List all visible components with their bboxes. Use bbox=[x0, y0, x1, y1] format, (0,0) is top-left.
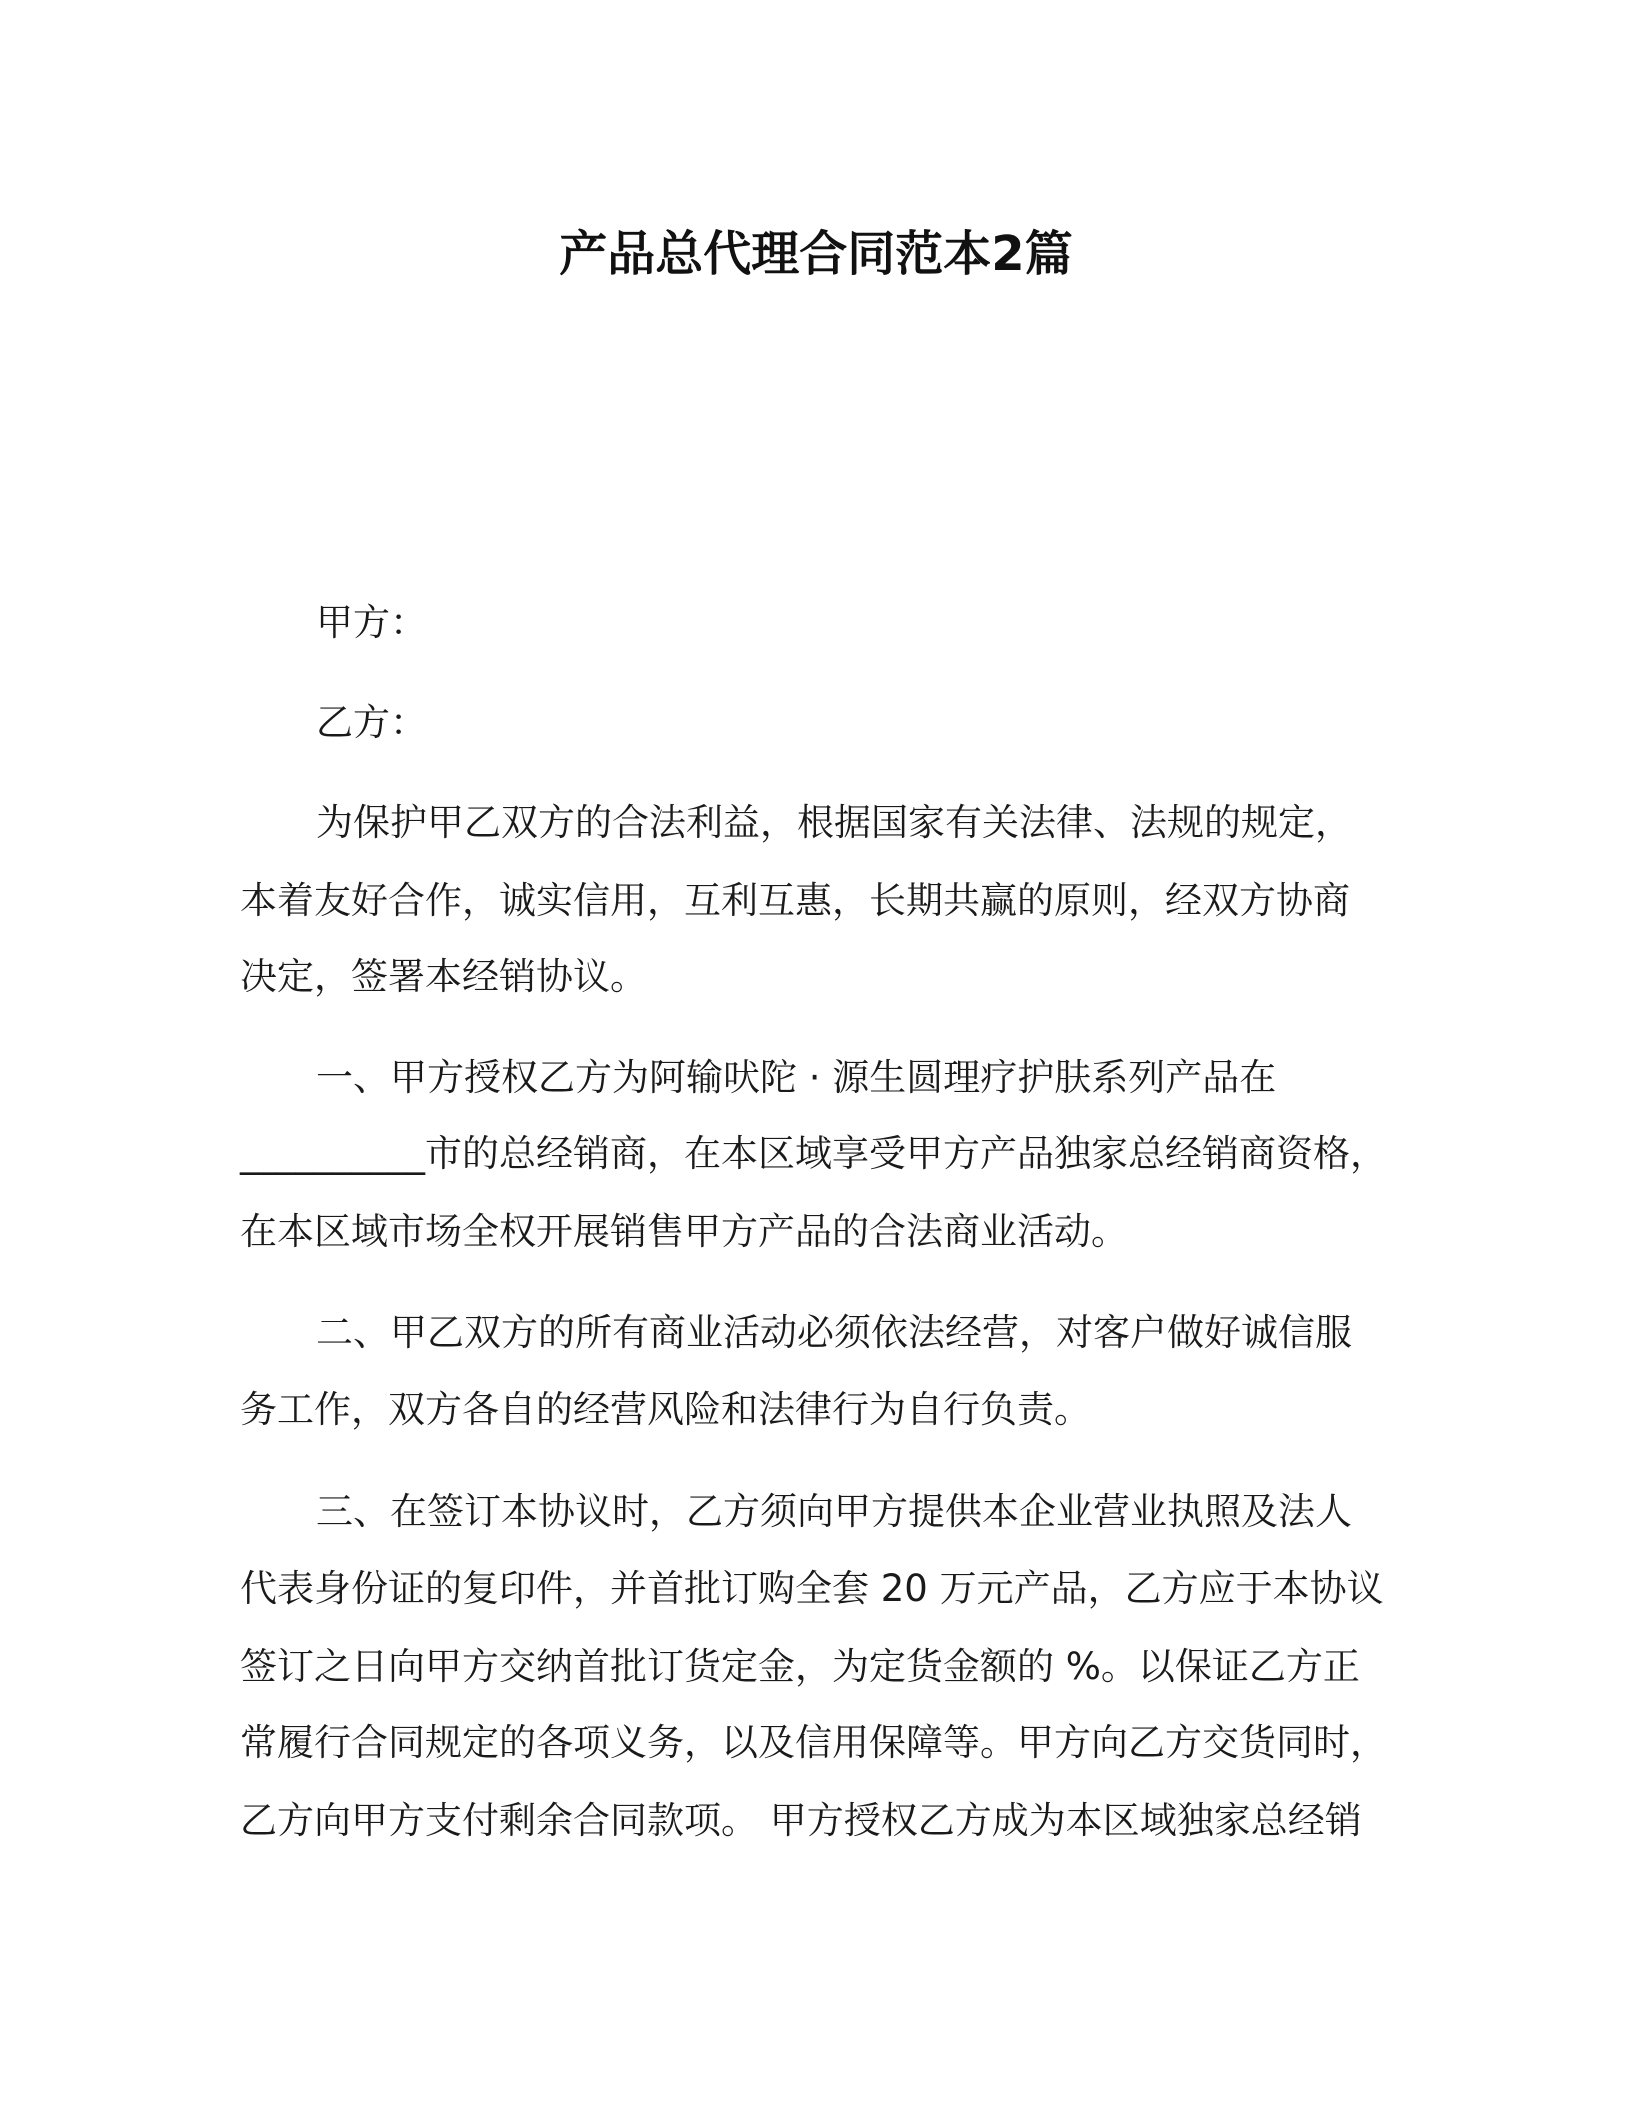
party-a-label: 甲方： bbox=[316, 601, 427, 644]
party-b-label: 乙方： bbox=[316, 701, 427, 744]
clause-1-line-2: __________市的总经销商，在本区域享受甲方产品独家总经销商资格， bbox=[240, 1132, 1387, 1175]
clause-3-line-5: 乙方向甲方支付剩余合同款项。 甲方授权乙方成为本区域独家总经销 bbox=[240, 1799, 1362, 1842]
document-title: 产品总代理合同范本2篇 bbox=[559, 226, 1073, 282]
clause-3-line-2: 代表身份证的复印件，并首批订购全套 20 万元产品，乙方应于本协议 bbox=[240, 1567, 1384, 1610]
clause-3-line-1: 三、在签订本协议时，乙方须向甲方提供本企业营业执照及法人 bbox=[316, 1490, 1352, 1533]
clause-1-line-3: 在本区域市场全权开展销售甲方产品的合法商业活动。 bbox=[240, 1210, 1128, 1253]
preamble-line-2: 本着友好合作，诚实信用，互利互惠，长期共赢的原则，经双方协商 bbox=[240, 879, 1350, 922]
clause-2-line-2: 务工作，双方各自的经营风险和法律行为自行负责。 bbox=[240, 1388, 1091, 1431]
clause-2-line-1: 二、甲乙双方的所有商业活动必须依法经营，对客户做好诚信服 bbox=[316, 1311, 1352, 1354]
clause-3-line-4: 常履行合同规定的各项义务，以及信用保障等。甲方向乙方交货同时， bbox=[240, 1721, 1387, 1764]
clause-3-line-3: 签订之日向甲方交纳首批订货定金，为定货金额的 %。以保证乙方正 bbox=[240, 1645, 1360, 1688]
preamble-line-1: 为保护甲乙双方的合法利益，根据国家有关法律、法规的规定， bbox=[316, 801, 1352, 844]
preamble-line-3: 决定，签署本经销协议。 bbox=[240, 955, 647, 998]
clause-1-line-1: 一、甲方授权乙方为阿输吠陀 · 源生圆理疗护肤系列产品在 bbox=[316, 1056, 1277, 1099]
